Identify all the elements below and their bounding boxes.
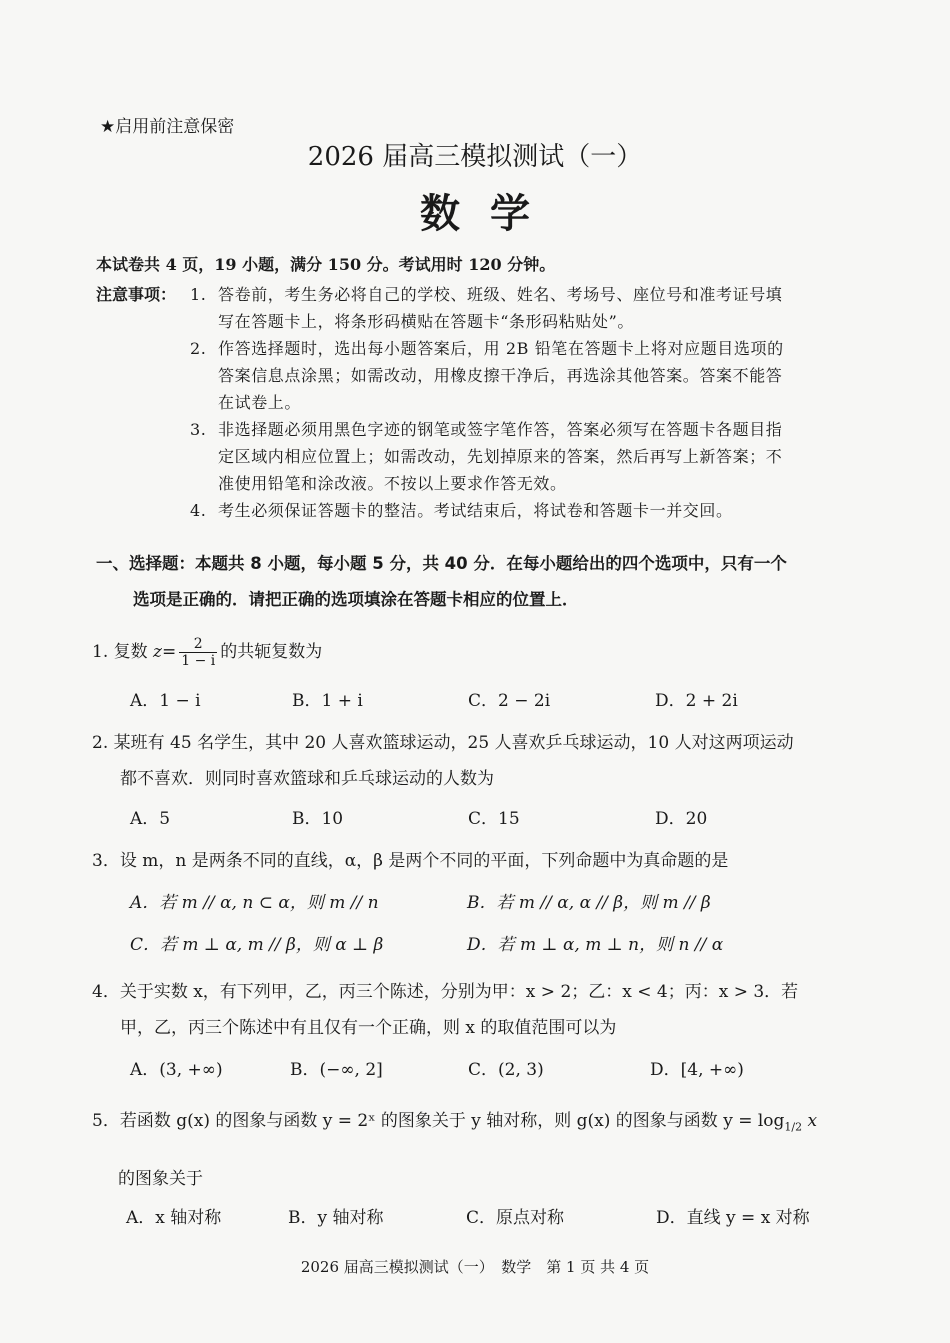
notice-item-num: 3.: [190, 420, 207, 439]
question-text: 的共轭复数为: [220, 642, 323, 662]
question-4-line-1: 4．关于实数 x，有下列甲，乙，丙三个陈述，分别为甲：x > 2；乙：x < 4；丙：x > 3．若: [92, 982, 799, 1002]
notice-text: 非选择题必须用黑色字迹的钢笔或签字笔作答，答案必须写在答题卡各题目指: [218, 420, 783, 439]
notice-text: 作答选择题时，选出每小题答案后，用 2B 铅笔在答题卡上将对应题目选项的: [218, 339, 784, 358]
q3-option-c: C．若 m ⊥ α, m // β，则 α ⊥ β: [130, 935, 384, 955]
question-2-line-1: 2. 某班有 45 名学生，其中 20 人喜欢篮球运动，25 人喜欢乒乓球运动，10 人对这两项运动: [92, 733, 794, 753]
question-2-line-2: 都不喜欢．则同时喜欢篮球和乒乓球运动的人数为: [120, 769, 494, 789]
q1-option-a: A．1 − i: [130, 691, 201, 711]
q5-option-a: A．x 轴对称: [126, 1208, 222, 1228]
question-1: [92, 636, 322, 669]
q4-option-b: B．(−∞, 2]: [290, 1060, 383, 1080]
q4-option-c: C．(2, 3): [468, 1060, 544, 1080]
confidential-note: ★启用前注意保密: [100, 117, 235, 137]
section-heading-cont: 选项是正确的．请把正确的选项填涂在答题卡相应的位置上．: [133, 590, 579, 609]
notice-text: 考生必须保证答题卡的整洁。考试结束后，将试卷和答题卡一并交回。: [218, 501, 733, 520]
exam-info: 本试卷共 4 页，19 小题，满分 150 分。考试用时 120 分钟。: [96, 255, 556, 274]
fraction: [179, 636, 217, 669]
question-5-line-1: [92, 1106, 817, 1133]
notice-item-num: 1.: [190, 285, 207, 304]
q3-option-b: B．若 m // α, α // β，则 m // β: [467, 893, 711, 913]
q2-option-c: C．15: [468, 809, 520, 829]
math-var: z: [153, 642, 162, 662]
notice-item-2-line-1: [190, 336, 784, 359]
q1-option-b: B．1 + i: [292, 691, 363, 711]
question-text: 5．若函数 g(x) 的图象与函数 y = 2ˣ 的图象关于 y 轴对称，则 g(x) 的图象与函数 y = log: [92, 1111, 785, 1131]
notice-item-4-line-1: [190, 498, 733, 521]
notice-item-3-line-2: 定区域内相应位置上；如需改动，先划掉原来的答案，然后再写上新答案；不: [218, 447, 783, 466]
subject-title: 数学: [420, 190, 560, 237]
question-text: 1. 复数: [92, 642, 148, 662]
q4-option-d: D．[4, +∞): [650, 1060, 744, 1080]
notice-item-num: 4.: [190, 501, 207, 520]
exam-title: 2026 届高三模拟测试（一）: [307, 142, 643, 172]
math-eq: =: [162, 642, 177, 662]
q2-option-d: D．20: [655, 809, 708, 829]
q3-option-a: A．若 m // α, n ⊂ α，则 m // n: [130, 893, 379, 913]
notice-item-3-line-1: [190, 417, 782, 440]
notice-item-3-line-3: 准使用铅笔和涂改液。不按以上要求作答无效。: [218, 474, 567, 493]
log-base: 1/2: [784, 1120, 803, 1134]
fraction-numerator: 2: [179, 636, 217, 653]
notice-item-2-line-2: 答案信息点涂黑；如需改动，用橡皮擦干净后，再选涂其他答案。答案不能答: [218, 366, 783, 385]
q5-option-b: B．y 轴对称: [288, 1208, 384, 1228]
q1-option-c: C．2 − 2i: [468, 691, 551, 711]
math-var: x: [807, 1111, 818, 1131]
q1-option-d: D．2 + 2i: [655, 691, 738, 711]
notice-item-2-line-3: 在试卷上。: [218, 393, 302, 412]
notice-text: 答卷前，考生务必将自己的学校、班级、姓名、考场号、座位号和准考证号填: [218, 285, 783, 304]
section-heading: 一、选择题：本题共 8 小题，每小题 5 分，共 40 分．在每小题给出的四个选项中，只有一个: [96, 554, 787, 573]
q4-option-a: A．(3, +∞): [130, 1060, 223, 1080]
q3-option-d: D．若 m ⊥ α, m ⊥ n，则 n // α: [467, 935, 724, 955]
q2-option-a: A．5: [130, 809, 171, 829]
q5-option-d: D．直线 y = x 对称: [656, 1208, 810, 1228]
q5-option-c: C．原点对称: [466, 1208, 565, 1228]
fraction-denominator: 1 − i: [181, 653, 216, 669]
q2-option-b: B．10: [292, 809, 344, 829]
question-3: 3．设 m，n 是两条不同的直线，α，β 是两个不同的平面，下列命题中为真命题的是: [92, 851, 729, 871]
question-5-line-2: 的图象关于: [118, 1169, 203, 1189]
notice-label: 注意事项：: [96, 285, 177, 304]
page-footer: 2026 届高三模拟测试（一） 数学 第 1 页 共 4 页: [300, 1258, 650, 1276]
notice-item-num: 2.: [190, 339, 207, 358]
question-4-line-2: 甲，乙，丙三个陈述中有且仅有一个正确，则 x 的取值范围可以为: [120, 1018, 617, 1038]
notice-item-1-line-1: [190, 282, 782, 305]
notice-item-1-line-2: 写在答题卡上，将条形码横贴在答题卡“条形码粘贴处”。: [218, 312, 634, 331]
